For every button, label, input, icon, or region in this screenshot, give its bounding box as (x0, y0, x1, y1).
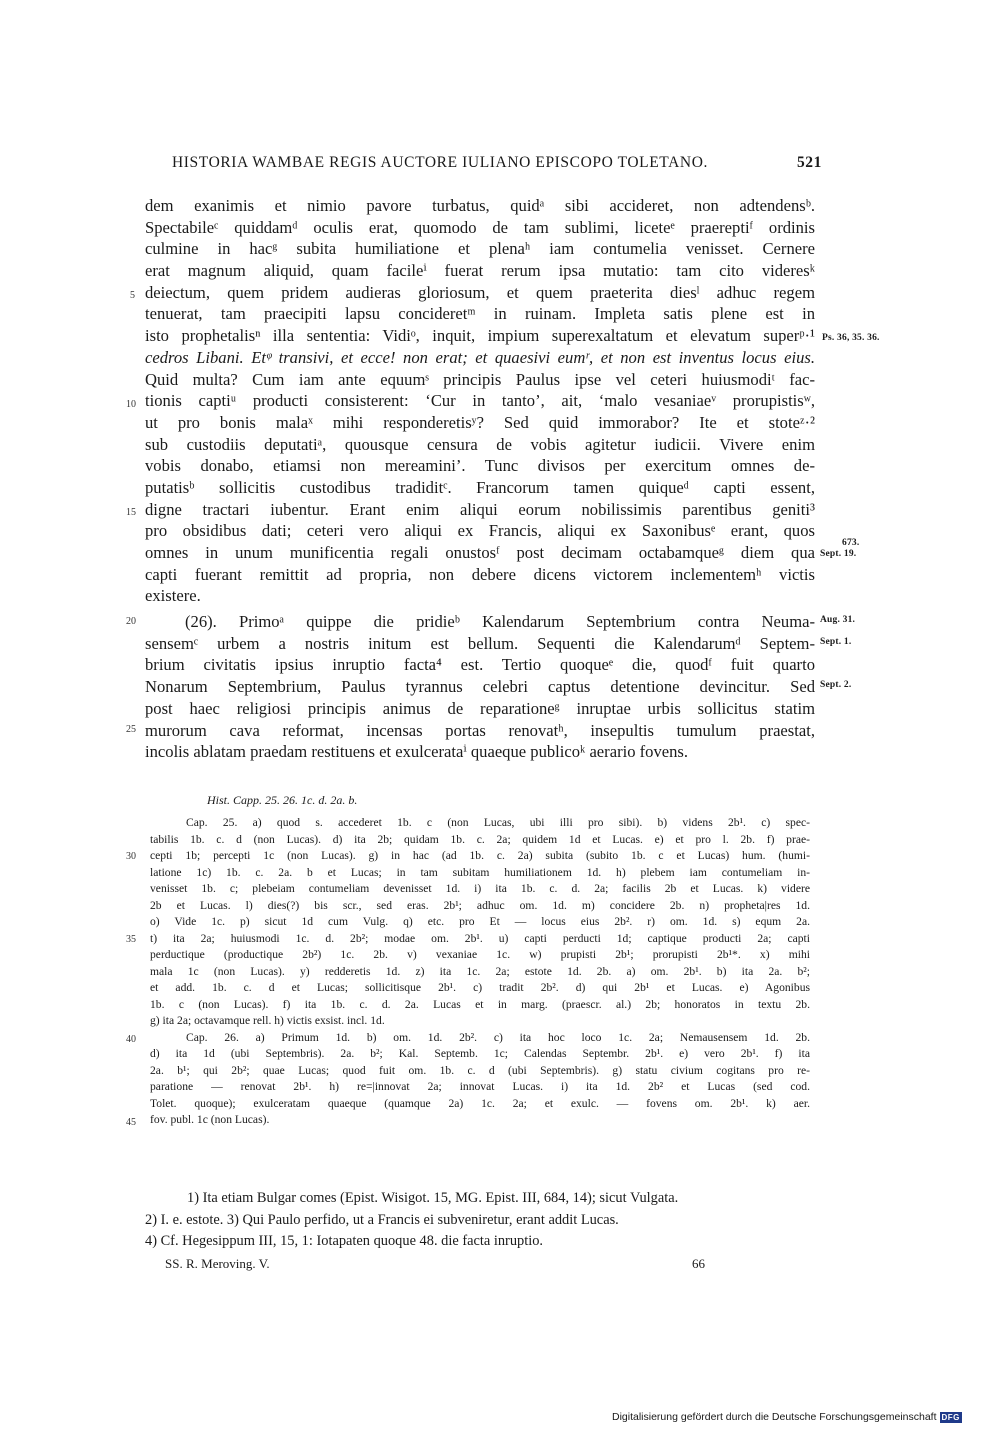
footnote: 4) Cf. Hegesippum III, 15, 1: Iotapaten quoque 48. die facta inruptio. (145, 1233, 544, 1249)
main-text (145, 195, 815, 763)
text-line: (26). Primoᵃ quippe die pridieᵇ Kalendarum Septembrium contra Neuma- (185, 612, 815, 632)
text-line: Quid multa? Cum iam ante equumˢ principis Paulus ipse vel ceteri huiusmodiᵗ fac- (145, 369, 815, 389)
line-number: 45 (126, 1117, 136, 1128)
apparatus-line: Cap. 25. a) quod s. accederet 1b. c (non Lucas, ubi illi pro sibi). b) videns 2b¹. c) spec- (186, 816, 810, 829)
signature-mark: SS. R. Meroving. V. (165, 1256, 270, 1271)
footnote: 2) I. e. estote. 3) Qui Paulo perfido, ut a Francis ei subveniretur, erant addit Lucas. (145, 1211, 619, 1228)
header-title: HISTORIA WAMBAE REGIS AUCTORE IULIANO EPISCOPO TOLETANO. (172, 154, 708, 171)
apparatus-line: cepti 1b; percepti 1c (non Lucas). g) in hac (ad 1b. c. 2a) subita (subito 1b. c et Lucas) hum. (humi- (150, 849, 810, 862)
apparatus-line: tabilis 1b. c. d (non Lucas). d) ita 2b; quidam 1b. c. 2a; quidem 1d et Lucas. e) et pro l. 2b. f) prae- (150, 832, 810, 846)
text-line: isto prophetalisⁿ illa sententia: Vidiᵒ, inquit, impium superexaltatum et elevatum superᵖ·¹ (145, 326, 815, 346)
apparatus-line: et add. 1b. c. d et Lucas; sollicitisque 2b¹. c) tradit 2b². d) qui 2b¹ et Lucas. e) Agonibus (150, 981, 810, 994)
page-footer (165, 1256, 705, 1272)
text-line: putatisᵇ sollicitis custodibus tradiditᶜ. Francorum tamen quiqueᵈ capti essent, (145, 477, 815, 497)
apparatus-line: venisset 1b. c; plebeiam contumeliam devenisset 1d. i) ita 1b. c. d. 2a; facilis 2b et Lucas. k) videre (150, 882, 810, 895)
apparatus-line: Tolet. quoque); exulceratam quaeque (quamque 2a) 1c. 2a; et exulc. — fovens om. 2b¹. k) aer. (150, 1096, 810, 1110)
footnotes (145, 1188, 810, 1253)
text-line: sub custodiis deputatiᵃ, quousque censura de vobis agitetur iudicii. Vivere enim (145, 434, 815, 454)
text-line: vobis donabo, etiamsi non mereamini’. Tunc divisos per exercitum omnes de- (145, 456, 815, 476)
line-number: 10 (126, 399, 136, 410)
page-number: 521 (796, 154, 822, 171)
margin-note: Sept. 1. (820, 637, 852, 647)
margin-note: Ps. 36, 35. 36. (822, 333, 880, 343)
apparatus-line: o) Vide 1c. p) sicut 1d cum Vulg. q) etc. pro Et — locus eius 2b². r) om. 1d. s) equm 2a. (150, 915, 810, 928)
critical-apparatus (150, 815, 810, 1129)
apparatus-line: 1b. c (non Lucas). f) ita 1b. c. d. 2a. Lucas et in marg. (praescr. al.) 2b; honoratos in textu 2b. (150, 997, 810, 1011)
margin-note: Sept. 2. (820, 680, 852, 690)
margin-note: Aug. 31. (820, 615, 856, 625)
margin-note: Sept. 19. (820, 549, 857, 559)
text-line: dem exanimis et nimio pavore turbatus, quidᵃ sibi accideret, non adtendensᵇ. (145, 196, 815, 215)
sources-line: Hist. Capp. 25. 26. 1c. d. 2a. b. (207, 793, 358, 807)
footnote: 1) Ita etiam Bulgar comes (Epist. Wisigot. 15, MG. Epist. III, 684, 14); sicut Vulgata. (187, 1190, 679, 1206)
text-line: existere. (145, 586, 201, 606)
apparatus-line: paratione — renovat 2b¹. h) re=|innovat 2a; innovat Lucas. i) ita 1d. 2b² et Lucas (sed cod. (150, 1080, 810, 1093)
text-line: Spectabileᶜ quiddamᵈ oculis erat, quomodo de tam sublimi, liceteᵉ praereptiᶠ ordinis (145, 217, 815, 237)
dfg-logo: DFG (941, 1412, 960, 1422)
line-number: 25 (126, 724, 136, 735)
apparatus-line: perductique (productique 2b²) 1c. 2b. v) vexaniae 1c. w) prupisti 2b¹; prorupisti 2b¹*. x) mihi (150, 948, 810, 961)
text-line: culmine in hacᵍ subita humiliatione et plenaʰ iam contumelia venisset. Cernere (145, 239, 815, 259)
text-line: deiectum, quem pridem audieras gloriosum, et quem praeterita diesˡ adhuc regem (145, 282, 815, 302)
text-line: capti fuerant remittit ad propria, non debere dicens victorem inclementemʰ victis (145, 564, 815, 584)
apparatus-line: mala 1c (non Lucas). y) redderetis 1d. z) ita 1c. 2a; estote 1d. 2b. a) om. 2b¹. b) ita 2a. b²; (150, 964, 810, 978)
text-line: erat magnum aliquid, quam facileⁱ fuerat rerum ipsa mutatio: tam cito videresᵏ (145, 261, 815, 281)
text-line: Nonarum Septembrium, Paulus tyrannus celebri captus detentione devincitur. Sed (145, 677, 815, 697)
line-number: 5 (130, 290, 135, 301)
text-line: murorum cava reformat, incensas portas renovatʰ, insepultis tumulum praestat, (145, 720, 815, 740)
text-line: digne tractari iubentur. Erant enim aliqui eorum nobilissimis parentibus geniti³ (145, 499, 815, 519)
text-line: brium civitatis ipsius inruptio facta⁴ est. Tertio quoqueᵉ die, quodᶠ fuit quarto (145, 655, 815, 675)
text-line: omnes in unum munificentia regali onustosᶠ post decimam octabamqueᵍ diem qua (145, 543, 815, 562)
apparatus-line: latione 1c) 1b. c. 2a. b et Lucas; in tam subitam humiliationem 1d. h) plebem iam contumeliam in- (150, 865, 810, 879)
apparatus-line: fov. publ. 1c (non Lucas). (150, 1113, 270, 1126)
digitization-notice (612, 1411, 962, 1423)
line-number: 20 (126, 616, 136, 627)
text-line: sensemᶜ urbem a nostris initum est bellum. Sequenti die Kalendarumᵈ Septem- (145, 633, 815, 653)
apparatus-line: 2a. b¹; qui 2b²; quae Lucas; quod fuit om. 1b. c. d (ubi Septembris). g) statu civium cogitans pro re- (150, 1063, 810, 1077)
digitization-text: Digitalisierung gefördert durch die Deutsche Forschungsgemeinschaft (612, 1411, 937, 1423)
apparatus-line: g) ita 2a; octavamque rell. h) victis exsist. incl. 1d. (150, 1014, 385, 1027)
margin-note: 673. (842, 538, 860, 548)
apparatus-line: Cap. 26. a) Primum 1d. b) om. 1d. 2b². c) ita hoc loco 1c. 2a; Nemausensem 1d. 2b. (186, 1030, 810, 1044)
text-line: tenuerat, tam praecipiti lapsu concideretᵐ in ruinam. Impleta satis plene est in (145, 304, 815, 324)
line-number: 30 (126, 851, 136, 862)
line-number: 15 (126, 507, 136, 518)
text-line: post haec religiosi principis animus de reparationeᵍ inruptae urbis sollicitus statim (145, 698, 815, 718)
text-line: pro obsidibus dati; ceteri vero aliqui ex Francis, aliqui ex Saxonibusᵉ erant, quos (145, 521, 815, 541)
running-header (172, 154, 822, 172)
sheet-number: 66 (692, 1256, 705, 1271)
line-number: 35 (126, 934, 136, 945)
apparatus-line: 2b et Lucas. l) dies(?) bis scr., sed eras. 2b¹; adhuc om. 1d. m) concidere 2b. n) propheta|res 1d. (150, 898, 810, 912)
apparatus-line: t) ita 2a; huiusmodi 1c. d. 2b²; modae om. 2b¹. u) capti perducti 1d; captique producti 2a; capti (150, 931, 810, 945)
text-line: ut pro bonis malaˣ mihi responderetisʸ? Sed quid immorabor? Ite et stoteᶻ·² (145, 412, 815, 432)
text-line: tionis captiᵘ producti consisterent: ‘Cur in tanto’, ait, ‘malo vesaniaeᵛ prorupistisʷ, (145, 391, 815, 411)
text-line: cedros Libani. Etᵠ transivi, et ecce! non erat; et quaesivi eumʳ, et non est inventus locus eius. (145, 347, 815, 367)
line-number: 40 (126, 1034, 136, 1045)
apparatus-line: d) ita 1d (ubi Septembris). 2a. b²; Kal. Septemb. 1c; Calendas Septembr. 2b¹. e) vero 2b¹. f) ita (150, 1047, 810, 1060)
text-line: incolis ablatam praedam restituens et exulcerataⁱ quaeque publicoᵏ aerario fovens. (145, 742, 689, 762)
